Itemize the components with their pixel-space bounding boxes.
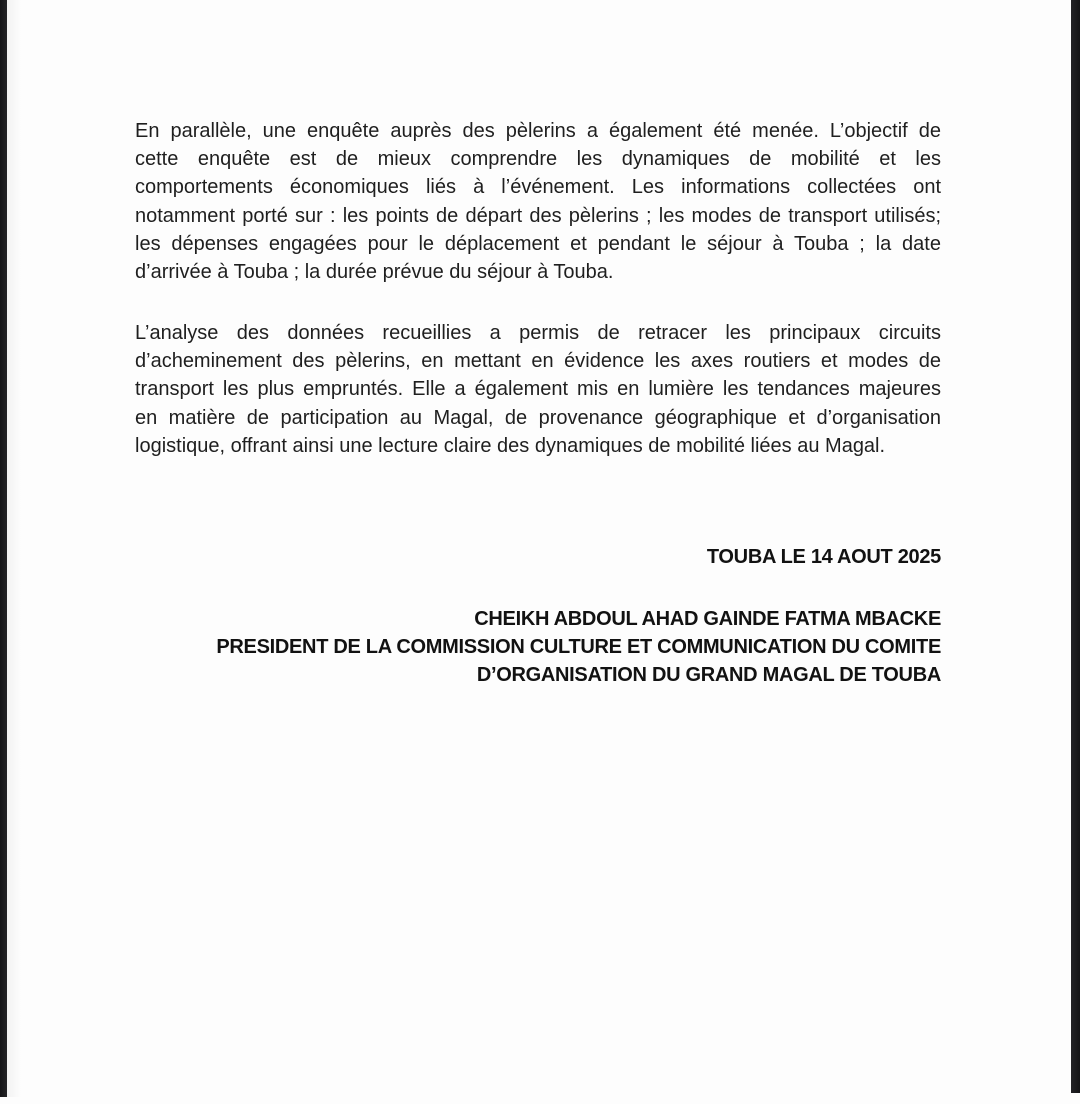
text-line: en matière de participation au Magal, de provenance géographique et d’organisation [135,406,941,429]
text-line: CHEIKH ABDOUL AHAD GAINDE FATMA MBACKE [474,608,941,630]
text-line: transport les plus empruntés. Elle a également mis en lumière les tendances majeures [135,378,941,401]
text-line: d’arrivée à Touba ; la durée prévue du séjour à Touba. [135,261,614,284]
text-line: L’analyse des données recueillies a permis de retracer les principaux circuits [135,322,941,344]
paragraph-data-analysis [135,319,941,460]
text-line: D’ORGANISATION DU GRAND MAGAL DE TOUBA [476,664,941,687]
text-line: comportements économiques liés à l’événement. Les informations collectées ont [135,176,941,199]
text-line: logistique, offrant ainsi une lecture claire des dynamiques de mobilité liées au Magal. [135,434,886,457]
signature-block [135,605,941,690]
text-line: notamment porté sur : les points de départ des pèlerins ; les modes de transport utilisés; [135,204,941,227]
dateline-text: TOUBA LE 14 AOUT 2025 [706,546,941,568]
text-line: les dépenses engagées pour le déplacement et pendant le séjour à Touba ; la date [135,232,941,255]
text-line: cette enquête est de mieux comprendre les dynamiques de mobilité et les [135,148,941,171]
page-edge-shadow [7,0,21,1097]
text-line: En parallèle, une enquête auprès des pèlerins a également été menée. L’objectif de [135,120,941,142]
paragraph-survey-pilgrims [135,117,941,286]
text-line: d’acheminement des pèlerins, en mettant en évidence les axes routiers et modes de [135,350,941,373]
text-line: PRESIDENT DE LA COMMISSION CULTURE ET COMMUNICATION DU COMITE [216,636,941,659]
left-edge-bar [0,0,7,1097]
right-edge-bar [1071,0,1080,1093]
dateline [135,543,941,571]
